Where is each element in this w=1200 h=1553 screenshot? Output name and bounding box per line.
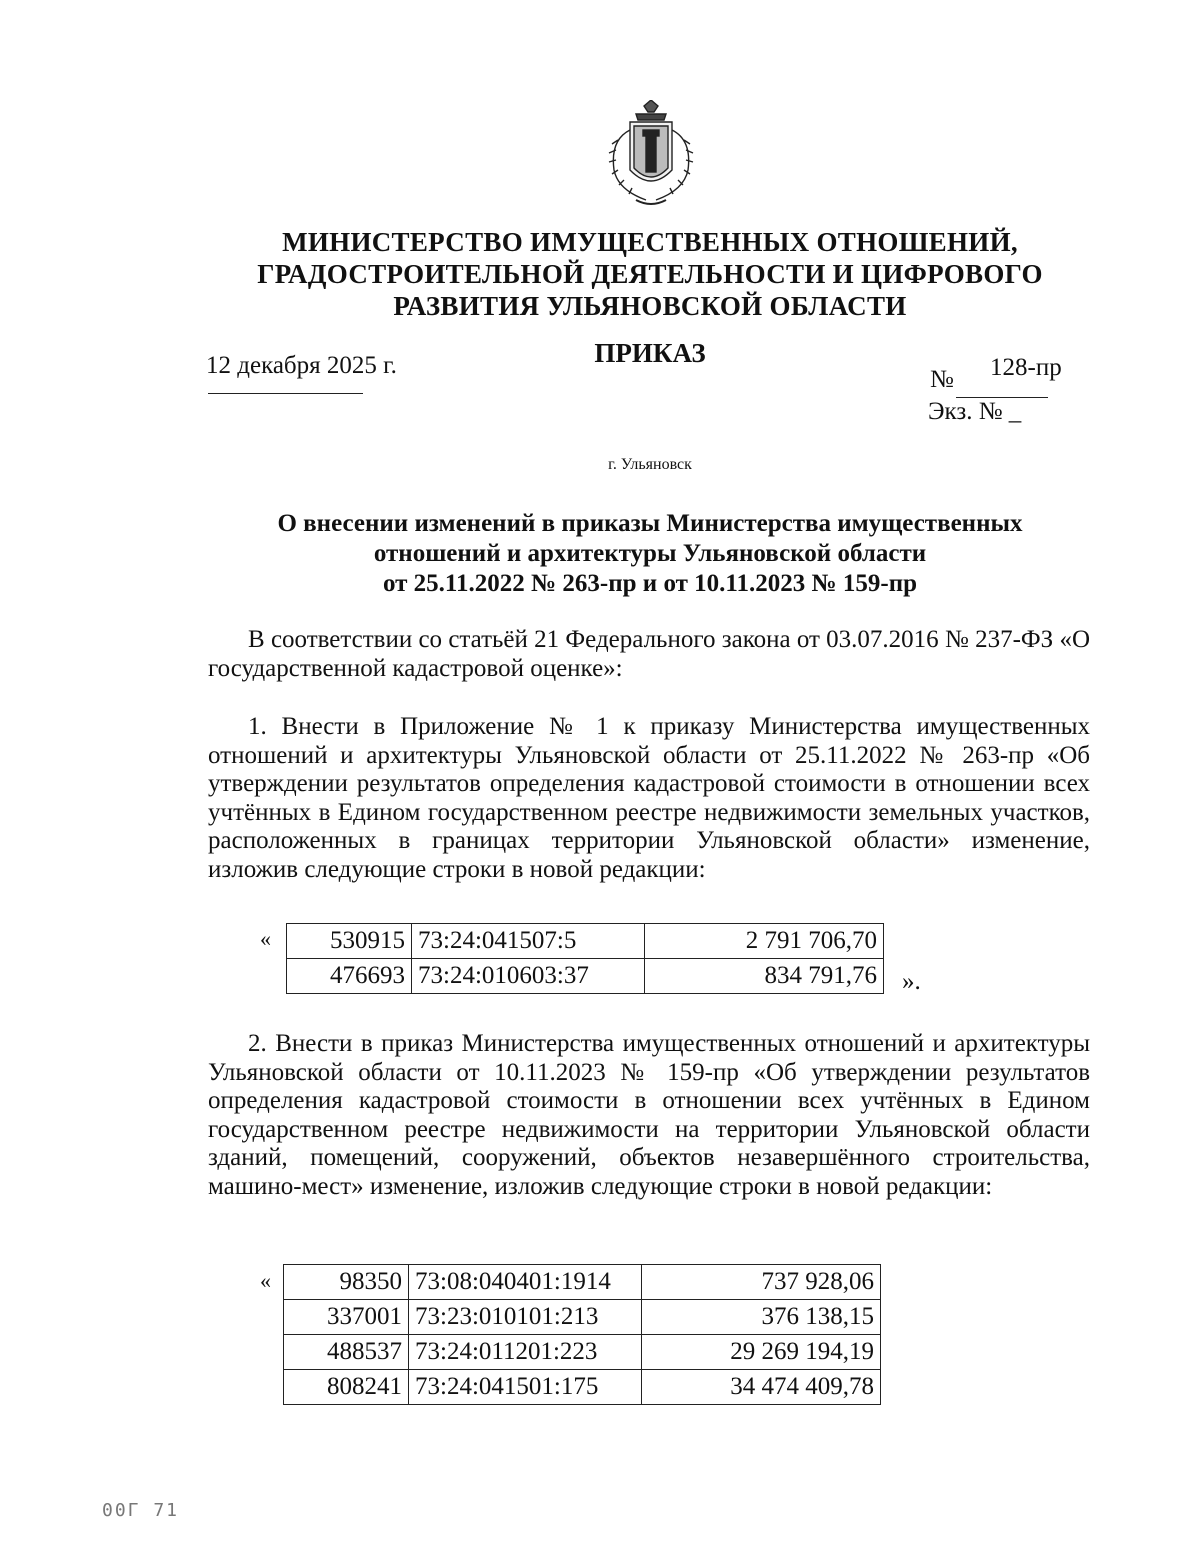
cadastral-value: 34 474 409,78 <box>642 1370 881 1405</box>
copy-number-label: Экз. № _ <box>928 398 1022 425</box>
row-number: 337001 <box>284 1300 409 1335</box>
cadastral-number: 73:24:011201:223 <box>409 1335 642 1370</box>
ministry-line: РАЗВИТИЯ УЛЬЯНОВСКОЙ ОБЛАСТИ <box>393 291 907 321</box>
cadastral-number: 73:23:010101:213 <box>409 1300 642 1335</box>
table-1 <box>286 923 884 994</box>
table-row <box>284 1300 881 1335</box>
document-type: ПРИКАЗ <box>594 338 706 368</box>
table-row <box>287 924 884 959</box>
table-row <box>287 959 884 994</box>
table-row <box>284 1335 881 1370</box>
subject-line: от 25.11.2022 № 263-пр и от 10.11.2023 № 159-пр <box>382 570 918 597</box>
date-underline <box>208 393 363 394</box>
order-date: 12 декабря 2025 г. <box>206 352 397 379</box>
ministry-name <box>150 226 1150 322</box>
cadastral-number: 73:24:041501:175 <box>409 1370 642 1405</box>
cadastral-number: 73:24:010603:37 <box>412 959 645 994</box>
city: г. Ульяновск <box>608 456 692 473</box>
row-number: 98350 <box>284 1265 409 1300</box>
registry-stamp: 00Г 71 <box>102 1500 180 1521</box>
cadastral-value: 834 791,76 <box>645 959 884 994</box>
row-number: 530915 <box>287 924 412 959</box>
cadastral-value: 2 791 706,70 <box>645 924 884 959</box>
table-row <box>284 1370 881 1405</box>
intro-paragraph: В соответствии со статьёй 21 Федерального закона от 03.07.2016 № 237-ФЗ «О государственной кадастровой оценке»: <box>208 626 1090 682</box>
coat-of-arms-icon <box>596 100 706 210</box>
row-number: 488537 <box>284 1335 409 1370</box>
table-2 <box>283 1264 881 1405</box>
table-1-open-quote: « <box>260 926 271 951</box>
order-number-label: № <box>930 366 954 393</box>
ministry-line: МИНИСТЕРСТВО ИМУЩЕСТВЕННЫХ ОТНОШЕНИЙ, <box>282 227 1018 257</box>
cadastral-number: 73:24:041507:5 <box>412 924 645 959</box>
cadastral-value: 376 138,15 <box>642 1300 881 1335</box>
item-1-paragraph: 1. Внести в Приложение № 1 к приказу Министерства имущественных отношений и архитектуры Ульяновской области от 25.11.2022 № 263-пр «Об утверждении результатов определения кадастровой стоимости в отношении всех учтённых в Едином государственном реестре недвижимости земельных участков, расположенных в границах территории Ульяновской области» изменение, изложив следующие строки в новой редакции: <box>208 713 1090 883</box>
table-row <box>284 1265 881 1300</box>
row-number: 808241 <box>284 1370 409 1405</box>
cadastral-value: 29 269 194,19 <box>642 1335 881 1370</box>
subject-line: отношений и архитектуры Ульяновской области <box>373 540 927 567</box>
table-1-close-quote: ». <box>902 968 921 995</box>
cadastral-value: 737 928,06 <box>642 1265 881 1300</box>
ministry-line: ГРАДОСТРОИТЕЛЬНОЙ ДЕЯТЕЛЬНОСТИ И ЦИФРОВОГО <box>257 259 1043 289</box>
subject-line: О внесении изменений в приказы Министерства имущественных <box>277 510 1023 537</box>
order-subject <box>200 509 1100 599</box>
cadastral-number: 73:08:040401:1914 <box>409 1265 642 1300</box>
item-2-paragraph: 2. Внести в приказ Министерства имущественных отношений и архитектуры Ульяновской области от 10.11.2023 № 159-пр «Об утверждении результатов определения кадастровой стоимости в отношении всех учтённых в Едином государственном реестре недвижимости на территории Ульяновской области зданий, помещений, сооружений, объектов незавершённого строительства, машино-мест» изменение, изложив следующие строки в новой редакции: <box>208 1030 1090 1200</box>
row-number: 476693 <box>287 959 412 994</box>
order-number: 128-пр <box>990 354 1062 381</box>
table-2-open-quote: « <box>260 1268 271 1293</box>
